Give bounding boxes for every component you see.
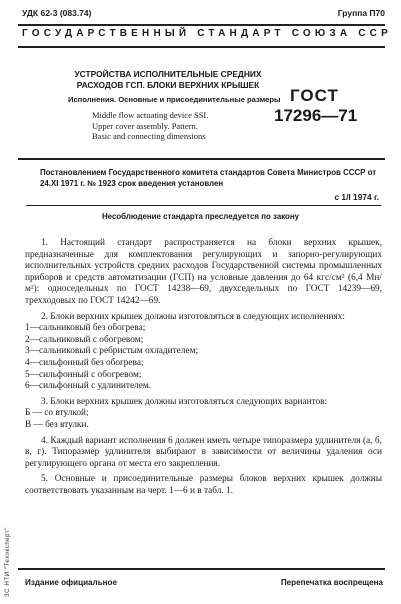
reprint-notice: Перепечатка воспрещена xyxy=(280,578,383,587)
list-item: 5—сильфонный с обогревом; xyxy=(25,369,142,380)
official-edition: Издание официальное xyxy=(25,578,117,587)
paragraph-3: 3. Блоки верхних крышек должны изготовляться следующих вариантов: xyxy=(41,396,328,407)
footer-rule xyxy=(18,568,385,570)
list-item: 1—сальниковый без обогрева; xyxy=(25,323,146,334)
decree-bottom-rule xyxy=(26,205,381,206)
english-title-line-3: Basic and connecting dimensions xyxy=(92,131,206,141)
title-line-2: РАСХОДОВ ГСП. БЛОКИ ВЕРХНИХ КРЫШЕК xyxy=(76,80,260,90)
list-item: Б — со втулкой; xyxy=(25,408,89,419)
decree-rule xyxy=(18,158,385,160)
document-subtitle: Исполнения. Основные и присоединительные размеры xyxy=(68,95,281,104)
title-line-1: УСТРОЙСТВА ИСПОЛНИТЕЛЬНЫЕ СРЕДНИХ xyxy=(74,69,262,79)
effective-date: с 1/I 1974 г. xyxy=(334,192,379,202)
legal-warning: Несоблюдение стандарта преследуется по закону xyxy=(101,212,300,221)
top-rule xyxy=(18,24,385,26)
paragraph-2: 2. Блоки верхних крышек должны изготовляться в следующих исполнениях: xyxy=(41,311,345,322)
list-item: 3—сальниковый с ребристым охладителем; xyxy=(25,346,199,357)
banner-rule xyxy=(18,46,385,48)
english-title-line-2: Upper cover assembly. Pattern. xyxy=(92,120,198,131)
side-stamp: ЗС НТИ "Техэксперт" xyxy=(4,527,11,597)
document-title xyxy=(68,69,268,91)
standard-banner: ГОСУДАРСТВЕННЫЙ СТАНДАРТ СОЮЗА ССР xyxy=(22,28,392,39)
list-item: 2—сальниковый с обогревом; xyxy=(25,334,144,345)
paragraph-5: 5. Основные и присоединительные размеры блоков верхних крышек должны соответствовать указанным на черт. 1—6 и в табл. 1. xyxy=(25,474,382,496)
list-item: 6—сильфонный с удлинителем. xyxy=(25,381,152,392)
gost-label: ГОСТ xyxy=(290,86,339,105)
document-body xyxy=(25,238,382,497)
list-item: В — без втулки. xyxy=(25,419,89,430)
group-code: Группа П70 xyxy=(337,8,385,18)
english-title xyxy=(92,110,208,142)
list-item: 4—сильфонный без обогрева; xyxy=(25,357,144,368)
english-title-line-1: Middle flow actuating device SSI. xyxy=(92,110,209,120)
gost-number: 17296—71 xyxy=(274,106,358,125)
udk-code: УДК 62-3 (083.74) xyxy=(22,8,92,18)
paragraph-1: 1. Настоящий стандарт распространяется на блоки верхних крышек, предназначенные для комплектования регулирующих и запорно-регулирующих исполнительных устройств средних расходов Государственной системы промышленных приборов и средств автоматизации (ГСП) на условные давления до 64 кгс/см² (6,4 Мн/м²): односедельных по ГОСТ 14238—69, двухседельных по ГОСТ 14239—69, трехходовых по ГОСТ 14242—69. xyxy=(25,238,382,306)
decree-text: Постановлением Государственного комитета стандартов Совета Министров СССР от 24.XI 1971 г. № 1923 срок введения установлен xyxy=(40,168,377,188)
paragraph-4: 4. Каждый вариант исполнения 6 должен иметь четыре типоразмера удлинителя (а, б, в, г). Типоразмер удлинителя выбирают в зависимости от величины удаления оси регулирующего органа от места его закрепления. xyxy=(25,435,382,469)
